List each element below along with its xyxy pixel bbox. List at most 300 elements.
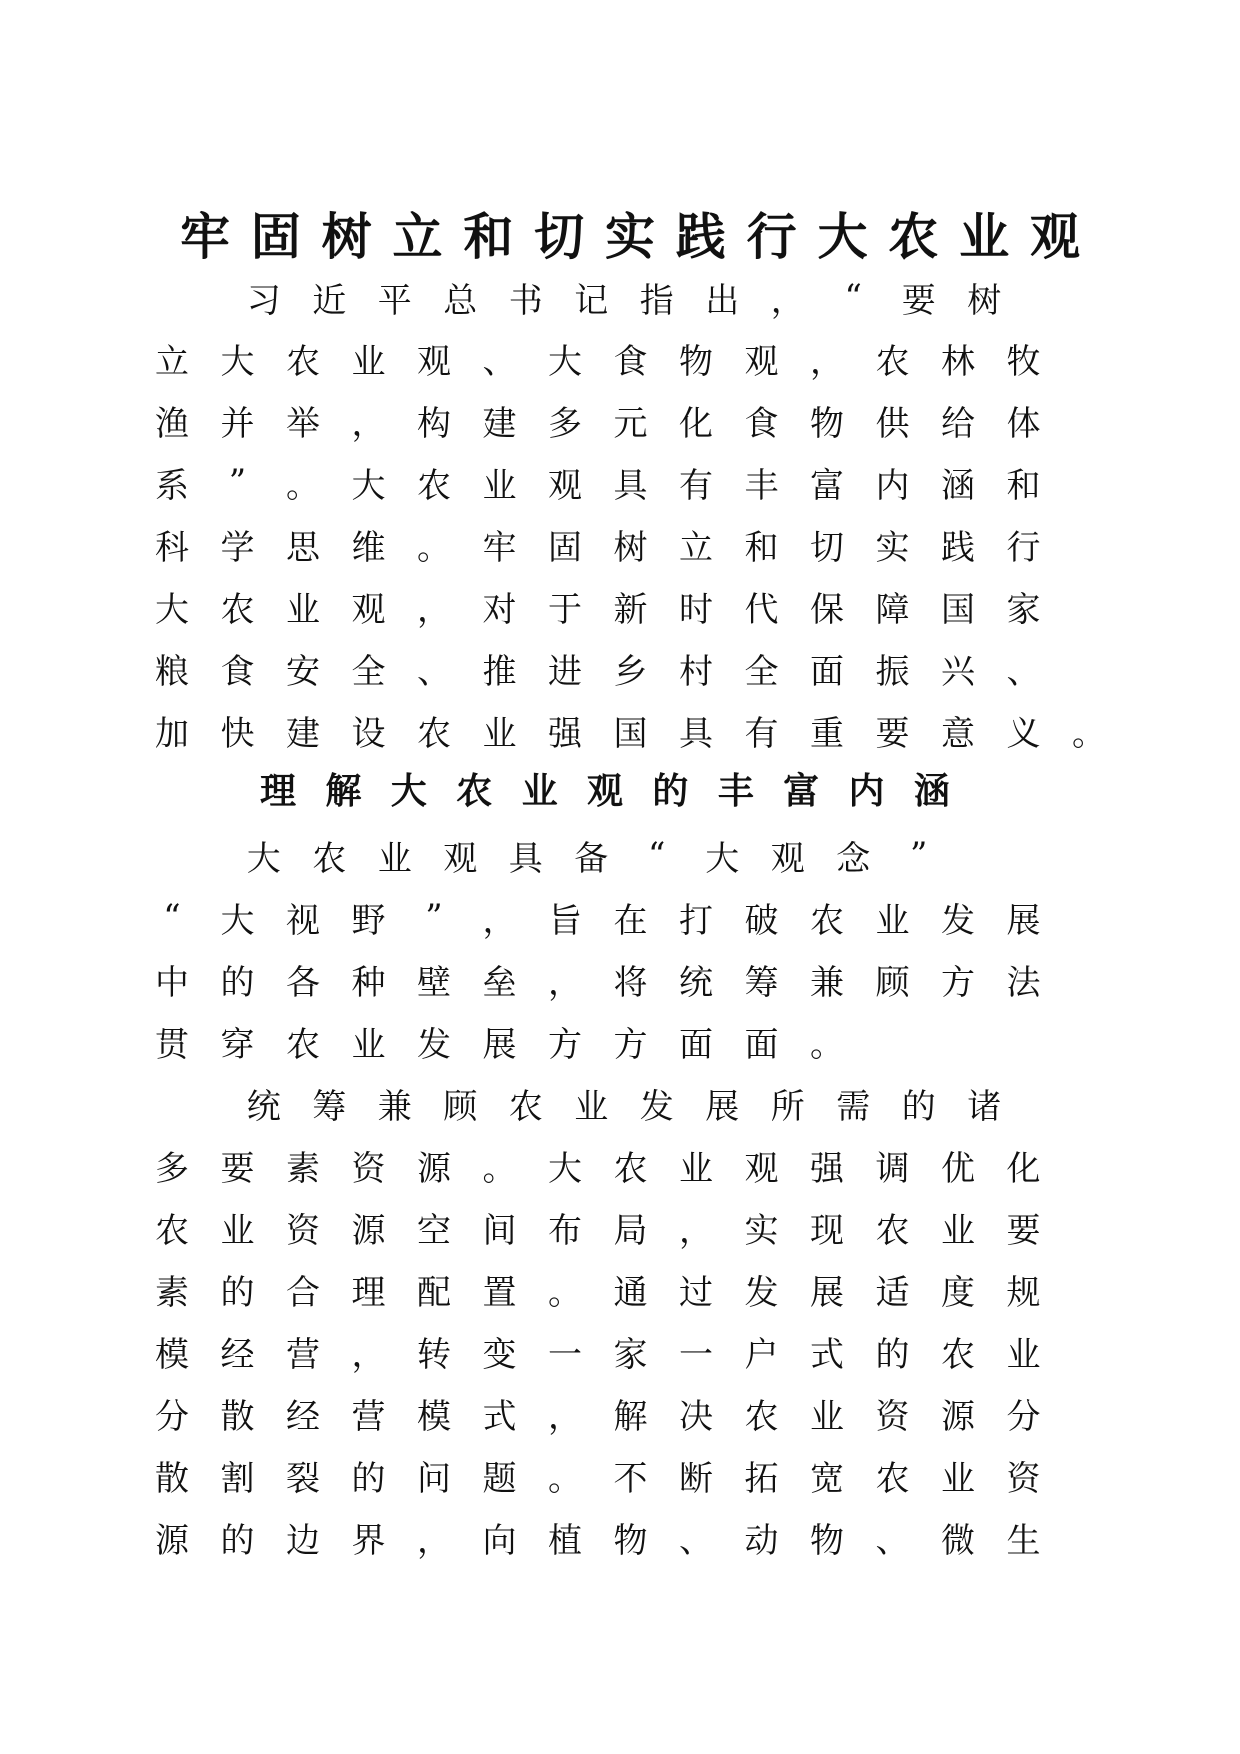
text-char: 强 (810, 1148, 844, 1189)
title-char: 和 (463, 207, 514, 266)
text-char: 营 (351, 1396, 386, 1437)
text-line (155, 705, 1106, 755)
text-char: 多 (548, 403, 582, 444)
text-line (155, 643, 1070, 693)
text-char: 国 (613, 713, 648, 754)
text-char: 农 (744, 1396, 779, 1437)
text-char: 出 (705, 280, 740, 321)
text-char: 面 (810, 651, 844, 692)
text-char: 总 (443, 280, 478, 321)
text-line (155, 1202, 1070, 1252)
text-char: 渔 (155, 403, 189, 444)
text-line (155, 954, 1070, 1004)
page-title (180, 198, 1080, 268)
text-char: 学 (220, 527, 255, 568)
text-char: 供 (875, 403, 910, 444)
text-char: 物 (613, 1520, 648, 1561)
text-char: 食 (220, 651, 255, 692)
text-char: 筹 (744, 962, 779, 1003)
text-char: 强 (548, 713, 582, 754)
text-char: 题 (482, 1458, 517, 1499)
text-char: 局 (613, 1210, 648, 1251)
text-char: 大 (220, 341, 255, 382)
text-char: 。 (548, 1272, 582, 1313)
text-char: 业 (679, 1148, 713, 1189)
text-char: 业 (482, 465, 517, 506)
text-char: 。 (810, 1024, 844, 1065)
title-char: 实 (604, 207, 655, 266)
heading-char: 内 (848, 769, 885, 812)
text-char: 各 (286, 962, 320, 1003)
text-char: 式 (482, 1396, 517, 1437)
text-char: 维 (351, 527, 386, 568)
text-char: 布 (548, 1210, 582, 1251)
text-char: 观 (417, 341, 451, 382)
text-char: 破 (744, 900, 779, 941)
text-line (160, 830, 1070, 880)
text-char: 的 (875, 1334, 910, 1375)
title-char: 大 (817, 207, 868, 266)
text-char: 思 (286, 527, 320, 568)
section-heading (260, 760, 950, 816)
text-char: 农 (941, 1334, 975, 1375)
text-char: ， (810, 341, 844, 382)
text-char: ， (548, 962, 582, 1003)
text-char: 通 (613, 1272, 648, 1313)
text-char: 界 (351, 1520, 386, 1561)
text-char: 农 (810, 900, 844, 941)
text-char: 源 (417, 1148, 451, 1189)
text-char: 观 (548, 465, 582, 506)
text-char: 分 (1006, 1396, 1041, 1437)
text-char: 兼 (810, 962, 844, 1003)
text-char: 素 (155, 1272, 189, 1313)
title-char: 农 (888, 207, 939, 266)
text-char: 配 (417, 1272, 451, 1313)
text-char: 新 (613, 589, 648, 630)
text-char: 障 (875, 589, 910, 630)
text-char: 大 (705, 838, 740, 879)
text-char: 近 (312, 280, 347, 321)
text-char: 农 (417, 713, 451, 754)
text-char: 动 (744, 1520, 779, 1561)
text-char: 壁 (417, 962, 451, 1003)
text-char: 资 (875, 1396, 910, 1437)
text-char: 快 (220, 713, 255, 754)
text-char: 间 (482, 1210, 517, 1251)
text-char: 科 (155, 527, 189, 568)
text-char: 理 (351, 1272, 386, 1313)
text-line (160, 272, 1070, 322)
text-char: 适 (875, 1272, 910, 1313)
heading-char: 理 (260, 769, 297, 812)
heading-char: 大 (390, 769, 427, 812)
text-char: 变 (482, 1334, 517, 1375)
text-char: 振 (875, 651, 910, 692)
text-char: 固 (548, 527, 582, 568)
text-char: 野 (351, 900, 386, 941)
text-char: 一 (679, 1334, 713, 1375)
text-char: 、 (482, 341, 517, 382)
text-char: 立 (155, 341, 189, 382)
text-char: 观 (443, 838, 478, 879)
text-char: 。 (286, 465, 320, 506)
text-char: 、 (875, 1520, 910, 1561)
text-char: 业 (1006, 1334, 1041, 1375)
text-char: 大 (155, 589, 189, 630)
text-char: 切 (810, 527, 844, 568)
text-char: ” (425, 897, 443, 937)
text-char: 安 (286, 651, 320, 692)
text-char: 践 (941, 527, 975, 568)
text-char: 兼 (377, 1086, 412, 1127)
text-char: 食 (613, 341, 648, 382)
text-char: 行 (1006, 527, 1041, 568)
text-char: 化 (1006, 1148, 1041, 1189)
text-char: 农 (613, 1148, 648, 1189)
text-char: 涵 (941, 465, 975, 506)
text-char: 不 (613, 1458, 648, 1499)
text-char: 给 (941, 403, 975, 444)
text-char: 农 (875, 1458, 910, 1499)
text-char: 展 (482, 1024, 517, 1065)
text-char: 将 (613, 962, 648, 1003)
title-char: 践 (675, 207, 726, 266)
text-char: 牢 (482, 527, 517, 568)
text-char: 展 (1006, 900, 1041, 941)
text-char: 的 (220, 1520, 255, 1561)
text-char: 业 (482, 713, 517, 754)
text-char: 散 (155, 1458, 189, 1499)
title-char: 牢 (180, 207, 230, 266)
text-char: 源 (155, 1520, 189, 1561)
text-char: 微 (941, 1520, 975, 1561)
text-line (160, 1078, 1070, 1128)
title-char: 行 (746, 207, 797, 266)
text-char: 对 (482, 589, 517, 630)
heading-char: 富 (783, 769, 820, 812)
text-char: 资 (1006, 1458, 1041, 1499)
text-char: 全 (744, 651, 779, 692)
text-char: 和 (1006, 465, 1041, 506)
heading-char: 涵 (913, 769, 950, 812)
text-char: 保 (810, 589, 844, 630)
text-char: 业 (875, 900, 910, 941)
text-char: 、 (417, 651, 451, 692)
text-char: 顾 (875, 962, 910, 1003)
text-char: 内 (875, 465, 910, 506)
text-char: 。 (1072, 713, 1106, 754)
text-char: 展 (705, 1086, 740, 1127)
text-char: 方 (613, 1024, 648, 1065)
text-line (155, 1326, 1070, 1376)
heading-char: 业 (521, 769, 558, 812)
text-char: 的 (901, 1086, 936, 1127)
text-char: ， (770, 280, 805, 321)
text-char: 业 (941, 1210, 975, 1251)
text-char: 全 (351, 651, 386, 692)
text-char: 系 (155, 465, 189, 506)
text-char: 乡 (613, 651, 648, 692)
text-char: 解 (613, 1396, 648, 1437)
text-line (155, 333, 1070, 383)
text-char: 家 (1006, 589, 1041, 630)
text-char: 要 (220, 1148, 255, 1189)
text-char: 兴 (941, 651, 975, 692)
text-char: 具 (508, 838, 543, 879)
text-char: 平 (377, 280, 412, 321)
text-char: 。 (482, 1148, 517, 1189)
text-char: 农 (508, 1086, 543, 1127)
text-char: 户 (744, 1334, 779, 1375)
text-char: 观 (744, 341, 779, 382)
text-char: 记 (574, 280, 609, 321)
text-char: 富 (810, 465, 844, 506)
text-char: 边 (286, 1520, 320, 1561)
text-char: 宽 (810, 1458, 844, 1499)
text-char: 营 (286, 1334, 320, 1375)
text-char: 展 (810, 1272, 844, 1313)
text-char: 割 (220, 1458, 255, 1499)
text-char: 丰 (744, 465, 779, 506)
text-char: 推 (482, 651, 517, 692)
text-char: 业 (286, 589, 320, 630)
text-char: 树 (613, 527, 648, 568)
text-char: 资 (351, 1148, 386, 1189)
title-char: 树 (321, 207, 372, 266)
text-char: 经 (286, 1396, 320, 1437)
text-char: 观 (770, 838, 805, 879)
title-char: 业 (959, 207, 1010, 266)
text-char: 观 (351, 589, 386, 630)
text-char: 统 (679, 962, 713, 1003)
text-char: “ (647, 835, 666, 875)
text-char: 经 (220, 1334, 255, 1375)
text-char: 。 (548, 1458, 582, 1499)
text-char: 大 (220, 900, 255, 941)
text-char: 农 (875, 341, 910, 382)
text-char: “ (163, 897, 181, 937)
text-char: 农 (286, 1024, 320, 1065)
text-char: 家 (613, 1334, 648, 1375)
text-char: 农 (417, 465, 451, 506)
text-line (155, 1016, 1070, 1066)
text-char: 诸 (967, 1086, 1002, 1127)
text-char: 合 (286, 1272, 320, 1313)
text-char: 粮 (155, 651, 189, 692)
text-char: 发 (744, 1272, 779, 1313)
text-char: ” (909, 835, 928, 875)
text-char: 化 (679, 403, 713, 444)
text-line (155, 1388, 1070, 1438)
text-char: 资 (286, 1210, 320, 1251)
text-char: 元 (613, 403, 648, 444)
text-char: 需 (836, 1086, 871, 1127)
text-char: 要 (875, 713, 910, 754)
text-char: 在 (613, 900, 648, 941)
text-char: 树 (967, 280, 1002, 321)
text-char: 散 (220, 1396, 255, 1437)
text-char: 实 (744, 1210, 779, 1251)
text-char: 断 (679, 1458, 713, 1499)
text-char: 业 (351, 341, 386, 382)
text-char: 面 (679, 1024, 713, 1065)
text-char: 备 (574, 838, 609, 879)
heading-char: 丰 (717, 769, 754, 812)
text-char: 垒 (482, 962, 517, 1003)
title-char: 立 (392, 207, 443, 266)
text-char: 具 (613, 465, 648, 506)
text-char: ， (351, 403, 386, 444)
text-char: 度 (941, 1272, 975, 1313)
text-char: 拓 (744, 1458, 779, 1499)
text-char: 发 (417, 1024, 451, 1065)
text-char: 业 (220, 1210, 255, 1251)
text-char: ， (482, 900, 517, 941)
text-char: 代 (744, 589, 779, 630)
text-char: 构 (417, 403, 451, 444)
text-char: 大 (351, 465, 386, 506)
text-char: 立 (679, 527, 713, 568)
text-char: 建 (482, 403, 517, 444)
text-char: 书 (508, 280, 543, 321)
text-char: 模 (417, 1396, 451, 1437)
text-char: 于 (548, 589, 582, 630)
text-char: 优 (941, 1148, 975, 1189)
text-line (155, 519, 1070, 569)
text-char: ， (417, 589, 451, 630)
text-char: 素 (286, 1148, 320, 1189)
heading-char: 农 (456, 769, 493, 812)
text-char: 发 (639, 1086, 674, 1127)
text-char: 视 (286, 900, 320, 941)
text-char: 加 (155, 713, 189, 754)
text-char: 物 (810, 403, 844, 444)
text-char: 的 (220, 1272, 255, 1313)
text-char: 物 (679, 341, 713, 382)
text-char: 业 (941, 1458, 975, 1499)
text-char: 观 (744, 1148, 779, 1189)
text-char: 植 (548, 1520, 582, 1561)
text-char: 食 (744, 403, 779, 444)
text-char: ， (351, 1334, 386, 1375)
text-char: 、 (679, 1520, 713, 1561)
text-char: 有 (744, 713, 779, 754)
text-char: 过 (679, 1272, 713, 1313)
text-char: 牧 (1006, 341, 1041, 382)
text-char: 农 (155, 1210, 189, 1251)
text-line (155, 1264, 1070, 1314)
title-char: 切 (534, 207, 585, 266)
text-char: 顾 (443, 1086, 478, 1127)
text-line (155, 1140, 1070, 1190)
text-char: “ (844, 277, 862, 317)
text-char: 种 (351, 962, 386, 1003)
text-char: ” (228, 462, 247, 502)
text-char: 统 (246, 1086, 281, 1127)
title-char: 观 (1029, 207, 1080, 266)
text-char: 现 (810, 1210, 844, 1251)
text-char: 农 (312, 838, 347, 879)
text-char: 方 (941, 962, 975, 1003)
text-char: 贯 (155, 1024, 189, 1065)
heading-char: 观 (586, 769, 623, 812)
text-char: 发 (941, 900, 975, 941)
text-line (155, 1450, 1070, 1500)
text-char: 分 (155, 1396, 189, 1437)
text-char: 义 (1006, 713, 1041, 754)
text-char: 业 (810, 1396, 844, 1437)
text-char: 习 (246, 280, 281, 321)
text-char: 业 (351, 1024, 386, 1065)
text-char: 筹 (312, 1086, 347, 1127)
text-char: 问 (417, 1458, 451, 1499)
text-char: 的 (220, 962, 255, 1003)
text-char: 要 (1006, 1210, 1041, 1251)
text-char: 农 (286, 341, 320, 382)
text-char: 设 (351, 713, 386, 754)
text-char: 体 (1006, 403, 1041, 444)
text-char: 穿 (220, 1024, 255, 1065)
text-char: 打 (679, 900, 713, 941)
text-char: 置 (482, 1272, 517, 1313)
text-char: 、 (1006, 651, 1041, 692)
text-char: ， (417, 1520, 451, 1561)
text-char: 建 (286, 713, 320, 754)
text-char: ， (679, 1210, 713, 1251)
text-char: 要 (901, 280, 936, 321)
text-char: 农 (220, 589, 255, 630)
text-char: 业 (574, 1086, 609, 1127)
text-char: 生 (1006, 1520, 1041, 1561)
title-char: 固 (250, 207, 301, 266)
text-char: 指 (639, 280, 674, 321)
text-char: 物 (810, 1520, 844, 1561)
text-char: 模 (155, 1334, 189, 1375)
text-char: 意 (941, 713, 975, 754)
text-char: 调 (875, 1148, 910, 1189)
text-line (155, 395, 1070, 445)
text-char: 实 (875, 527, 910, 568)
text-char: 和 (744, 527, 779, 568)
text-char: 大 (548, 341, 582, 382)
text-char: 一 (548, 1334, 582, 1375)
text-char: 规 (1006, 1272, 1041, 1313)
heading-char: 的 (652, 769, 689, 812)
text-char: 面 (744, 1024, 779, 1065)
text-char: 大 (548, 1148, 582, 1189)
text-char: 进 (548, 651, 582, 692)
text-char: 具 (679, 713, 713, 754)
text-line (155, 457, 1070, 507)
text-line (160, 892, 1070, 942)
text-char: 的 (351, 1458, 386, 1499)
text-char: 有 (679, 465, 713, 506)
text-char: 源 (351, 1210, 386, 1251)
text-char: 向 (482, 1520, 517, 1561)
text-char: 裂 (286, 1458, 320, 1499)
text-char: 举 (286, 403, 320, 444)
text-char: 转 (417, 1334, 451, 1375)
text-char: 大 (246, 838, 281, 879)
text-char: 并 (220, 403, 255, 444)
text-char: 国 (941, 589, 975, 630)
text-char: 中 (155, 962, 189, 1003)
text-char: 业 (377, 838, 412, 879)
text-line (155, 1512, 1070, 1562)
text-char: 时 (679, 589, 713, 630)
text-char: 。 (417, 527, 451, 568)
